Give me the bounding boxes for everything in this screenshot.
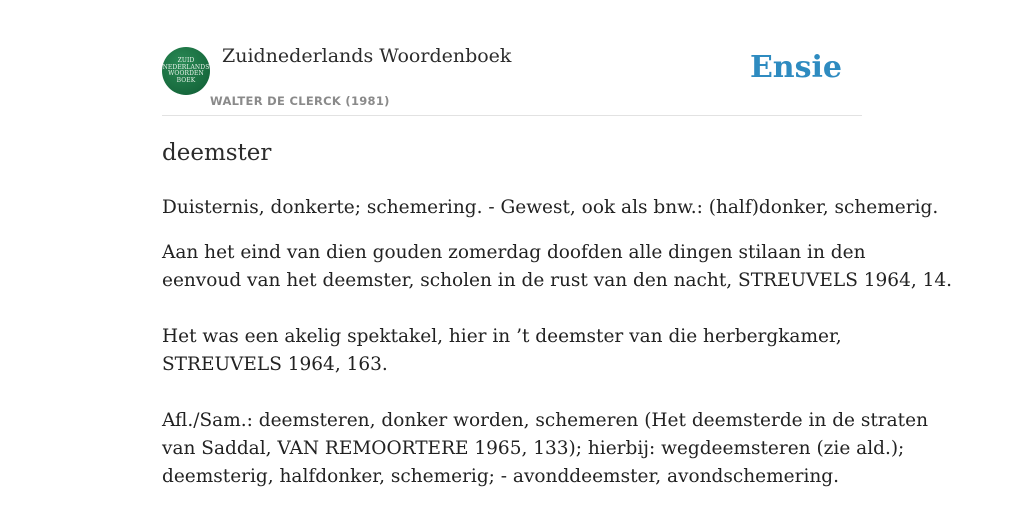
definition-text: Duisternis, donkerte; schemering. - Gewest, ook als bnw.: (half)donker, schemerig. [162, 197, 939, 218]
headword: deemster [162, 140, 272, 166]
ensie-logo-link[interactable]: Ensie [749, 50, 842, 85]
example-paragraph [162, 323, 882, 379]
book-logo-icon[interactable] [162, 47, 210, 95]
paragraph-line: STREUVELS 1964, 163. [162, 354, 388, 375]
logo-line: NEDERLANDS [162, 63, 210, 71]
header-divider [162, 115, 862, 116]
paragraph-line: Het was een akelig spektakel, hier in ’t deemster van die herbergkamer, [162, 326, 842, 347]
logo-line: ZUID [177, 57, 195, 64]
paragraph-line: van Saddal, VAN REMOORTERE 1965, 133); hierbij: wegdeemsteren (zie ald.); [162, 438, 905, 459]
paragraph-line: Aan het eind van dien gouden zomerdag doofden alle dingen stilaan in den [162, 242, 866, 263]
paragraph-line: deemsterig, halfdonker, schemerig; - avonddeemster, avondschemering. [162, 466, 840, 487]
book-title-link[interactable]: Zuidnederlands Woordenboek [222, 45, 512, 67]
book-author: WALTER DE CLERCK (1981) [210, 94, 390, 108]
paragraph-line: eenvoud van het deemster, scholen in de rust van den nacht, STREUVELS 1964, 14. [162, 270, 953, 291]
logo-line: BOEK [176, 76, 196, 84]
derivations-paragraph [162, 407, 928, 491]
example-paragraph [162, 239, 953, 295]
paragraph-line: Afl./Sam.: deemsteren, donker worden, schemeren (Het deemsterde in de straten [162, 410, 928, 431]
logo-line: WOORDEN [168, 70, 204, 77]
